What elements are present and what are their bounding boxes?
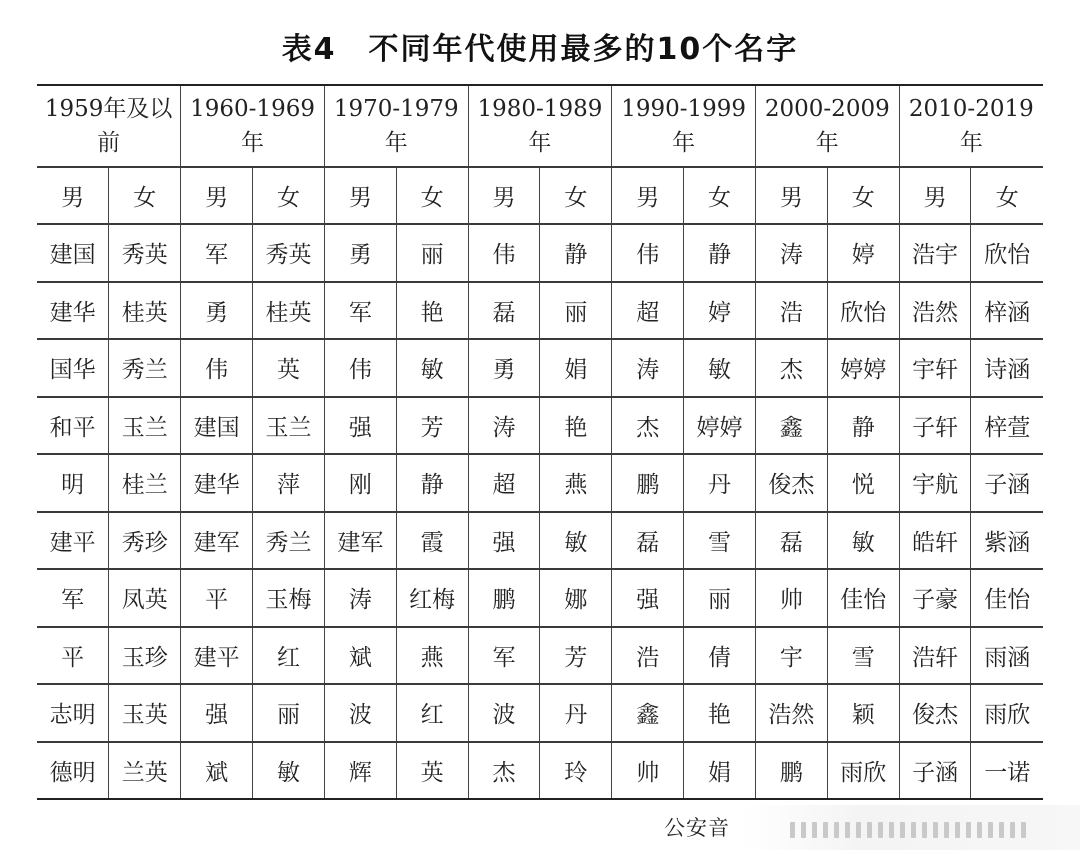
gender-header: 女 — [540, 167, 612, 224]
table-row — [37, 282, 1043, 340]
name-cell: 杰 — [755, 339, 827, 397]
name-cell: 刚 — [324, 454, 396, 512]
gender-header: 男 — [324, 167, 396, 224]
name-cell: 丽 — [253, 684, 325, 742]
decade-label-line2: 年 — [959, 130, 983, 156]
name-cell: 磊 — [755, 512, 827, 570]
name-cell: 敏 — [396, 339, 468, 397]
name-cell: 和平 — [37, 397, 109, 455]
name-cell: 艳 — [396, 282, 468, 340]
name-cell: 平 — [181, 569, 253, 627]
name-cell: 颖 — [827, 684, 899, 742]
name-cell: 鑫 — [755, 397, 827, 455]
name-cell: 玉兰 — [109, 397, 181, 455]
decade-label-line2: 前 — [97, 130, 121, 156]
name-cell: 建军 — [324, 512, 396, 570]
name-cell: 玲 — [540, 742, 612, 800]
watermark-icon — [790, 822, 1032, 838]
name-cell: 红 — [396, 684, 468, 742]
name-cell: 诗涵 — [971, 339, 1043, 397]
decade-header — [468, 85, 612, 167]
name-cell: 子涵 — [899, 742, 971, 800]
name-cell: 紫涵 — [971, 512, 1043, 570]
gender-header: 女 — [253, 167, 325, 224]
decade-label-line1: 1980-1989 — [477, 96, 603, 122]
name-cell: 明 — [37, 454, 109, 512]
name-cell: 秀珍 — [109, 512, 181, 570]
decade-label-line1: 1990-1999 — [621, 96, 747, 122]
name-cell: 志明 — [37, 684, 109, 742]
name-cell: 梓涵 — [971, 282, 1043, 340]
name-cell: 梓萱 — [971, 397, 1043, 455]
name-cell: 超 — [468, 454, 540, 512]
decade-label-line1: 2010-2019 — [908, 96, 1034, 122]
name-cell: 艳 — [684, 684, 756, 742]
name-cell: 娟 — [684, 742, 756, 800]
name-cell: 玉珍 — [109, 627, 181, 685]
name-cell: 芳 — [396, 397, 468, 455]
name-cell: 秀兰 — [109, 339, 181, 397]
name-cell: 英 — [253, 339, 325, 397]
name-cell: 英 — [396, 742, 468, 800]
name-cell: 秀英 — [109, 224, 181, 282]
table-title: 表4 不同年代使用最多的10个名字 — [281, 32, 799, 67]
name-cell: 桂英 — [253, 282, 325, 340]
gender-header: 女 — [971, 167, 1043, 224]
name-cell: 一诺 — [971, 742, 1043, 800]
name-cell: 芳 — [540, 627, 612, 685]
name-cell: 凤英 — [109, 569, 181, 627]
table-row — [37, 569, 1043, 627]
decade-label-line2: 年 — [815, 130, 839, 156]
decade-header — [324, 85, 468, 167]
name-cell: 丽 — [540, 282, 612, 340]
gender-header: 男 — [755, 167, 827, 224]
name-cell: 婷婷 — [827, 339, 899, 397]
decade-header — [612, 85, 756, 167]
name-cell: 辉 — [324, 742, 396, 800]
name-cell: 平 — [37, 627, 109, 685]
name-cell: 涛 — [324, 569, 396, 627]
decade-header — [755, 85, 899, 167]
name-cell: 伟 — [181, 339, 253, 397]
name-cell: 勇 — [468, 339, 540, 397]
decade-header — [899, 85, 1043, 167]
name-cell: 磊 — [612, 512, 684, 570]
name-cell: 建国 — [181, 397, 253, 455]
name-cell: 丽 — [396, 224, 468, 282]
name-cell: 婷婷 — [684, 397, 756, 455]
name-cell: 红 — [253, 627, 325, 685]
gender-header: 男 — [468, 167, 540, 224]
name-cell: 子涵 — [971, 454, 1043, 512]
name-cell: 波 — [324, 684, 396, 742]
name-cell: 宇航 — [899, 454, 971, 512]
name-cell: 建国 — [37, 224, 109, 282]
decade-header — [37, 85, 181, 167]
decade-label-line2: 年 — [241, 130, 265, 156]
name-cell: 燕 — [540, 454, 612, 512]
name-cell: 浩然 — [899, 282, 971, 340]
table-row — [37, 627, 1043, 685]
decade-label-line1: 2000-2009 — [764, 96, 890, 122]
decade-label-line2: 年 — [672, 130, 696, 156]
name-cell: 玉兰 — [253, 397, 325, 455]
name-cell: 强 — [324, 397, 396, 455]
gender-header: 女 — [684, 167, 756, 224]
name-cell: 国华 — [37, 339, 109, 397]
name-cell: 涛 — [468, 397, 540, 455]
name-cell: 静 — [540, 224, 612, 282]
name-cell: 敏 — [253, 742, 325, 800]
name-cell: 雨欣 — [827, 742, 899, 800]
name-cell: 丽 — [684, 569, 756, 627]
decade-label-line2: 年 — [528, 130, 552, 156]
name-cell: 涛 — [612, 339, 684, 397]
name-cell: 建平 — [181, 627, 253, 685]
name-cell: 敏 — [827, 512, 899, 570]
names-table-body — [37, 85, 1043, 799]
name-cell: 霞 — [396, 512, 468, 570]
name-cell: 静 — [827, 397, 899, 455]
names-table — [37, 84, 1043, 800]
name-cell: 欣怡 — [971, 224, 1043, 282]
name-cell: 杰 — [468, 742, 540, 800]
name-cell: 雪 — [827, 627, 899, 685]
decade-label-line1: 1970-1979 — [333, 96, 459, 122]
decade-label-line1: 1960-1969 — [190, 96, 315, 122]
name-cell: 建军 — [181, 512, 253, 570]
name-cell: 浩 — [612, 627, 684, 685]
gender-header: 男 — [612, 167, 684, 224]
name-cell: 桂英 — [109, 282, 181, 340]
name-cell: 皓轩 — [899, 512, 971, 570]
table-row — [37, 397, 1043, 455]
name-cell: 鑫 — [612, 684, 684, 742]
name-cell: 悦 — [827, 454, 899, 512]
name-cell: 涛 — [755, 224, 827, 282]
name-cell: 强 — [612, 569, 684, 627]
name-cell: 艳 — [540, 397, 612, 455]
name-cell: 军 — [37, 569, 109, 627]
name-cell: 斌 — [181, 742, 253, 800]
decade-header-row — [37, 85, 1043, 167]
name-cell: 俊杰 — [899, 684, 971, 742]
decade-label-line2: 年 — [384, 130, 408, 156]
name-cell: 佳怡 — [971, 569, 1043, 627]
gender-header: 女 — [109, 167, 181, 224]
name-cell: 浩然 — [755, 684, 827, 742]
table-row — [37, 742, 1043, 800]
name-cell: 勇 — [324, 224, 396, 282]
name-cell: 波 — [468, 684, 540, 742]
name-cell: 帅 — [612, 742, 684, 800]
decade-label-line1: 1959年及以 — [44, 96, 173, 122]
gender-header-row — [37, 167, 1043, 224]
name-cell: 丹 — [540, 684, 612, 742]
name-cell: 伟 — [612, 224, 684, 282]
name-cell: 鹏 — [755, 742, 827, 800]
decade-header — [181, 85, 325, 167]
name-cell: 勇 — [181, 282, 253, 340]
name-cell: 德明 — [37, 742, 109, 800]
table-row — [37, 454, 1043, 512]
name-cell: 超 — [612, 282, 684, 340]
name-cell: 玉英 — [109, 684, 181, 742]
table-row — [37, 339, 1043, 397]
source-label: 公安音 — [664, 816, 730, 840]
gender-header: 男 — [899, 167, 971, 224]
name-cell: 浩轩 — [899, 627, 971, 685]
table-row — [37, 684, 1043, 742]
name-cell: 雨涵 — [971, 627, 1043, 685]
name-cell: 宇 — [755, 627, 827, 685]
name-cell: 静 — [684, 224, 756, 282]
gender-header: 女 — [827, 167, 899, 224]
name-cell: 桂兰 — [109, 454, 181, 512]
name-cell: 杰 — [612, 397, 684, 455]
name-cell: 娜 — [540, 569, 612, 627]
name-cell: 倩 — [684, 627, 756, 685]
name-cell: 婷 — [827, 224, 899, 282]
name-cell: 欣怡 — [827, 282, 899, 340]
gender-header: 女 — [396, 167, 468, 224]
name-cell: 浩宇 — [899, 224, 971, 282]
name-cell: 燕 — [396, 627, 468, 685]
name-cell: 雨欣 — [971, 684, 1043, 742]
name-cell: 伟 — [324, 339, 396, 397]
name-cell: 鹏 — [612, 454, 684, 512]
name-cell: 帅 — [755, 569, 827, 627]
name-cell: 子轩 — [899, 397, 971, 455]
name-cell: 敏 — [684, 339, 756, 397]
name-cell: 子豪 — [899, 569, 971, 627]
name-cell: 玉梅 — [253, 569, 325, 627]
gender-header: 男 — [181, 167, 253, 224]
name-cell: 军 — [468, 627, 540, 685]
name-cell: 秀英 — [253, 224, 325, 282]
name-cell: 俊杰 — [755, 454, 827, 512]
name-cell: 伟 — [468, 224, 540, 282]
name-cell: 军 — [181, 224, 253, 282]
name-cell: 鹏 — [468, 569, 540, 627]
name-cell: 浩 — [755, 282, 827, 340]
name-cell: 斌 — [324, 627, 396, 685]
name-cell: 萍 — [253, 454, 325, 512]
name-cell: 秀兰 — [253, 512, 325, 570]
name-cell: 军 — [324, 282, 396, 340]
name-cell: 建华 — [181, 454, 253, 512]
name-cell: 敏 — [540, 512, 612, 570]
name-cell: 佳怡 — [827, 569, 899, 627]
name-cell: 丹 — [684, 454, 756, 512]
name-cell: 雪 — [684, 512, 756, 570]
name-cell: 宇轩 — [899, 339, 971, 397]
name-cell: 磊 — [468, 282, 540, 340]
name-cell: 建华 — [37, 282, 109, 340]
gender-header: 男 — [37, 167, 109, 224]
name-cell: 红梅 — [396, 569, 468, 627]
name-cell: 兰英 — [109, 742, 181, 800]
name-cell: 婷 — [684, 282, 756, 340]
name-cell: 娟 — [540, 339, 612, 397]
table-row — [37, 224, 1043, 282]
name-cell: 静 — [396, 454, 468, 512]
table-row — [37, 512, 1043, 570]
name-cell: 建平 — [37, 512, 109, 570]
name-cell: 强 — [468, 512, 540, 570]
name-cell: 强 — [181, 684, 253, 742]
